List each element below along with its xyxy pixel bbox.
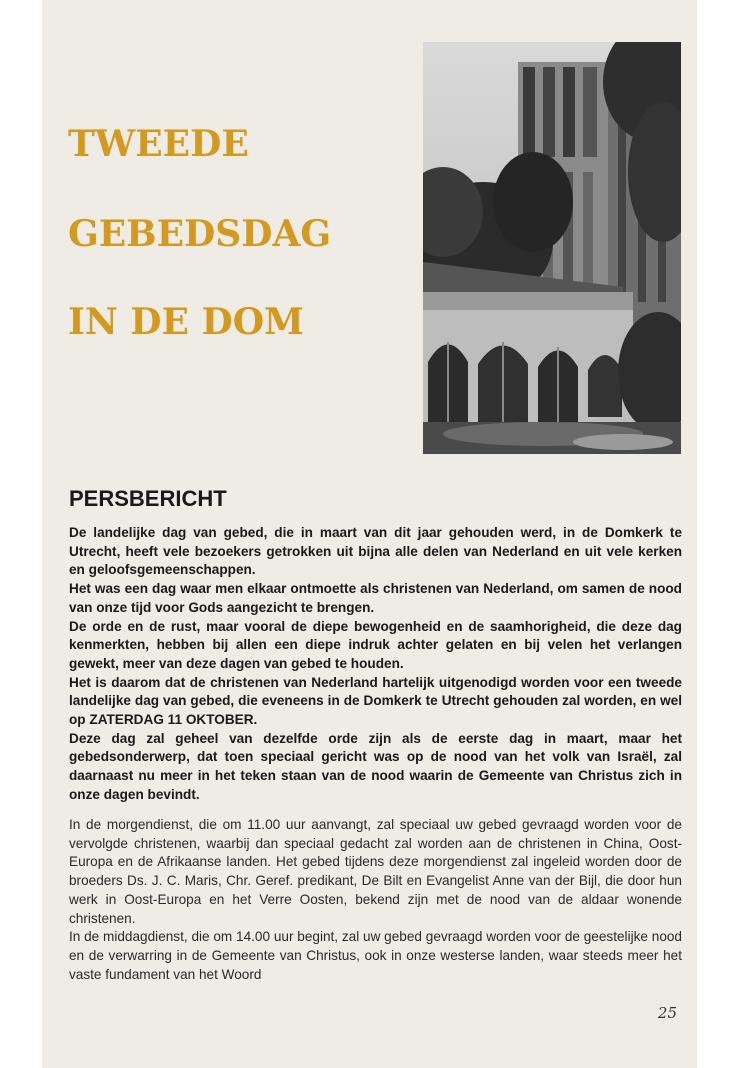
bold-paragraph: Het is daarom dat de christenen van Nederland hartelijk uitgenodigd worden voor een tweede landelijke dag van gebed, die eveneens in de Domkerk te Utrecht gehouden zal worden, en wel op ZATERDAG 11 OKTOBER. <box>69 674 682 728</box>
press-release-heading: PERSBERICHT <box>69 486 227 511</box>
title-line-1: TWEEDE <box>68 123 249 165</box>
bold-intro-text <box>69 524 682 805</box>
bold-paragraph: De landelijke dag van gebed, die in maart van dit jaar gehouden werd, in de Domkerk te Utrecht, heeft vele bezoekers getrokken uit bijna alle delen van Nederland en uit vele kerken en geloofsgemeenschappen. <box>69 525 682 578</box>
body-paragraph: In de morgendienst, die om 11.00 uur aanvangt, zal speciaal uw gebed gevraagd worden voor de vervolgde christenen, waarbij dan speciaal gedacht zal worden aan de christenen in China, Oost-Europa en de Afrikaanse landen. Het gebed tijdens deze morgendienst zal ingeleid worden door de broeders Ds. J. C. Maris, Chr. Geref. predikant, De Bilt en Evangelist Anne van der Bijl, die door hun werk in Oost-Europa en het Verre Oosten, bekend zijn met de nood van de aldaar wonende christenen. <box>69 817 682 926</box>
body-paragraph: In de middagdienst, die om 14.00 uur begint, zal uw gebed gevraagd worden voor de geestelijke nood en de verwarring in de Gemeente van Christus, ook in onze westerse landen, waar steeds meer het vaste fundament van het Woord <box>69 929 682 982</box>
bold-paragraph: Het was een dag waar men elkaar ontmoette als christenen van Nederland, om samen de nood van onze tijd voor Gods aangezicht te brengen. <box>69 581 682 615</box>
page-number: 25 <box>657 1004 677 1022</box>
bold-paragraph: Deze dag zal geheel van dezelfde orde zijn als de eerste dag in maart, maar het gebedsonderwerp, dat toen speciaal gericht was op de nood van het volk van Israël, zal daarnaast nu meer in het teken staan van de nood waarin de Gemeente van Christus zich in onze dagen bevindt. <box>69 730 682 802</box>
body-text <box>69 816 682 984</box>
title-line-2: GEBEDSDAG <box>68 213 332 255</box>
dom-church-photo <box>423 42 681 454</box>
magazine-page <box>42 0 697 1068</box>
title-line-3: IN DE DOM <box>68 301 304 343</box>
bold-paragraph: De orde en de rust, maar vooral de diepe bewogenheid en de saamhorigheid, die deze dag kenmerkten, hebben bij allen een diepe indruk achter gelaten en bij velen het verlangen gewekt, meer van deze dagen van gebed te houden. <box>69 618 682 671</box>
